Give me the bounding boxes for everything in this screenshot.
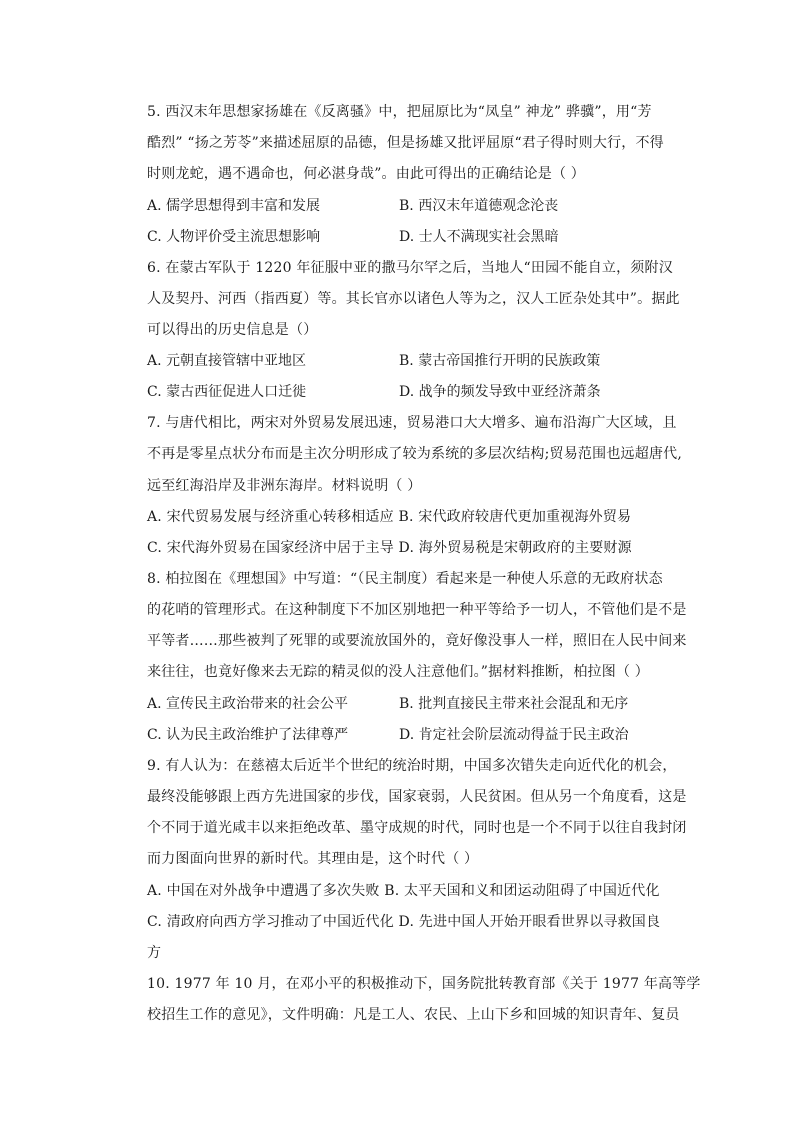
question-6-option-c: C. 蒙古西征促进人口迁徙 xyxy=(147,384,307,400)
question-8-option-b: B. 批判直接民主带来社会混乱和无序 xyxy=(399,696,629,712)
question-8-line-2: 的花哨的管理形式。在这种制度下不加区别地把一种平等给予一切人，不管他们是不是 xyxy=(147,602,687,618)
question-5-option-c: C. 人物评价受主流思想影响 xyxy=(147,229,321,245)
question-9-line-2: 最终没能够跟上西方先进国家的步伐，国家衰弱，人民贫困。但从另一个角度看，这是 xyxy=(147,789,687,805)
question-5-option-b: B. 西汉末年道德观念沦丧 xyxy=(399,198,559,214)
question-5-option-a: A. 儒学思想得到丰富和发展 xyxy=(147,198,321,214)
question-9-line-1: 9. 有人认为：在慈禧太后近半个世纪的统治时期，中国多次错失走向近代化的机会， xyxy=(147,758,677,774)
question-9-line-3: 个不同于道光咸丰以来拒绝改革、墨守成规的时代，同时也是一个不同于以往自我封闭 xyxy=(147,820,687,836)
question-9-options-ab: A. 中国在对外战争中遭遇了多次失败 B. 太平天国和义和团运动阻碍了中国近代化 xyxy=(147,883,660,899)
question-7-line-1: 7. 与唐代相比，两宋对外贸易发展迅速，贸易港口大大增多、遍布沿海广大区域，且 xyxy=(147,415,677,431)
question-6-line-3: 可以得出的历史信息是（） xyxy=(147,322,318,338)
question-6-option-a: A. 元朝直接管辖中亚地区 xyxy=(147,353,307,369)
question-7-options-cd: C. 宋代海外贸易在国家经济中居于主导 D. 海外贸易税是宋朝政府的主要财源 xyxy=(147,540,632,556)
question-8-line-3: 平等者……那些被判了死罪的或要流放国外的，竟好像没事人一样，照旧在人民中间来 xyxy=(147,633,687,649)
question-9-options-cd: C. 清政府向西方学习推动了中国近代化 D. 先进中国人开始开眼看世界以寻救国良 xyxy=(147,914,661,930)
question-8-option-c: C. 认为民主政治维护了法律尊严 xyxy=(147,727,349,743)
question-6-option-d: D. 战争的频发导致中亚经济萧条 xyxy=(399,384,601,400)
question-10-line-1: 10. 1977 年 10 月，在邓小平的积极推动下，国务院批转教育部《关于 1977 年高等学 xyxy=(147,976,701,992)
question-6-line-2: 人及契丹、河西（指西夏）等。其长官亦以诸色人等为之，汉人工匠杂处其中”。据此 xyxy=(147,291,680,307)
question-6-option-b: B. 蒙古帝国推行开明的民族政策 xyxy=(399,353,601,369)
question-9-options-cd-wrap: 方 xyxy=(147,945,162,961)
question-10-line-2: 校招生工作的意见》，文件明确：凡是工人、农民、上山下乡和回城的知识青年、复员 xyxy=(147,1007,680,1023)
question-8-line-1: 8. 柏拉图在《理想国》中写道：“（民主制度）看起来是一种使人乐意的无政府状态 xyxy=(147,571,663,587)
question-5-line-2: 酷烈” “扬之芳苓”来描述屈原的品德，但是扬雄又批评屈原“君子得时则大行，不得 xyxy=(147,135,664,151)
question-8-option-a: A. 宣传民主政治带来的社会公平 xyxy=(147,696,349,712)
question-5-line-3: 时则龙蛇，遇不遇命也，何必湛身哉”。由此可得出的正确结论是（ ） xyxy=(147,166,586,182)
question-5-line-1: 5. 西汉末年思想家扬雄在《反离骚》中，把屈原比为“凤皇” 神龙” 骅骥”，用“芳 xyxy=(147,104,652,120)
question-7-line-3: 远至红海沿岸及非洲东海岸。材料说明（ ） xyxy=(147,478,422,494)
question-6-line-1: 6. 在蒙古军队于 1220 年征服中亚的撒马尔罕之后，当地人“田园不能自立，须附汉 xyxy=(147,260,673,276)
question-8-line-4: 来往往，也竟好像来去无踪的精灵似的没人注意他们。”据材料推断，柏拉图（ ） xyxy=(147,664,650,680)
question-8-option-d: D. 肯定社会阶层流动得益于民主政治 xyxy=(399,727,629,743)
question-5-option-d: D. 士人不满现实社会黑暗 xyxy=(399,229,559,245)
question-9-line-4: 而力图面向世界的新时代。其理由是，这个时代（ ） xyxy=(147,851,479,867)
question-7-line-2: 不再是零星点状分布而是主次分明形成了较为系统的多层次结构;贸易范围也远超唐代, xyxy=(147,446,682,462)
question-7-options-ab: A. 宋代贸易发展与经济重心转移相适应 B. 宋代政府较唐代更加重视海外贸易 xyxy=(147,509,632,525)
